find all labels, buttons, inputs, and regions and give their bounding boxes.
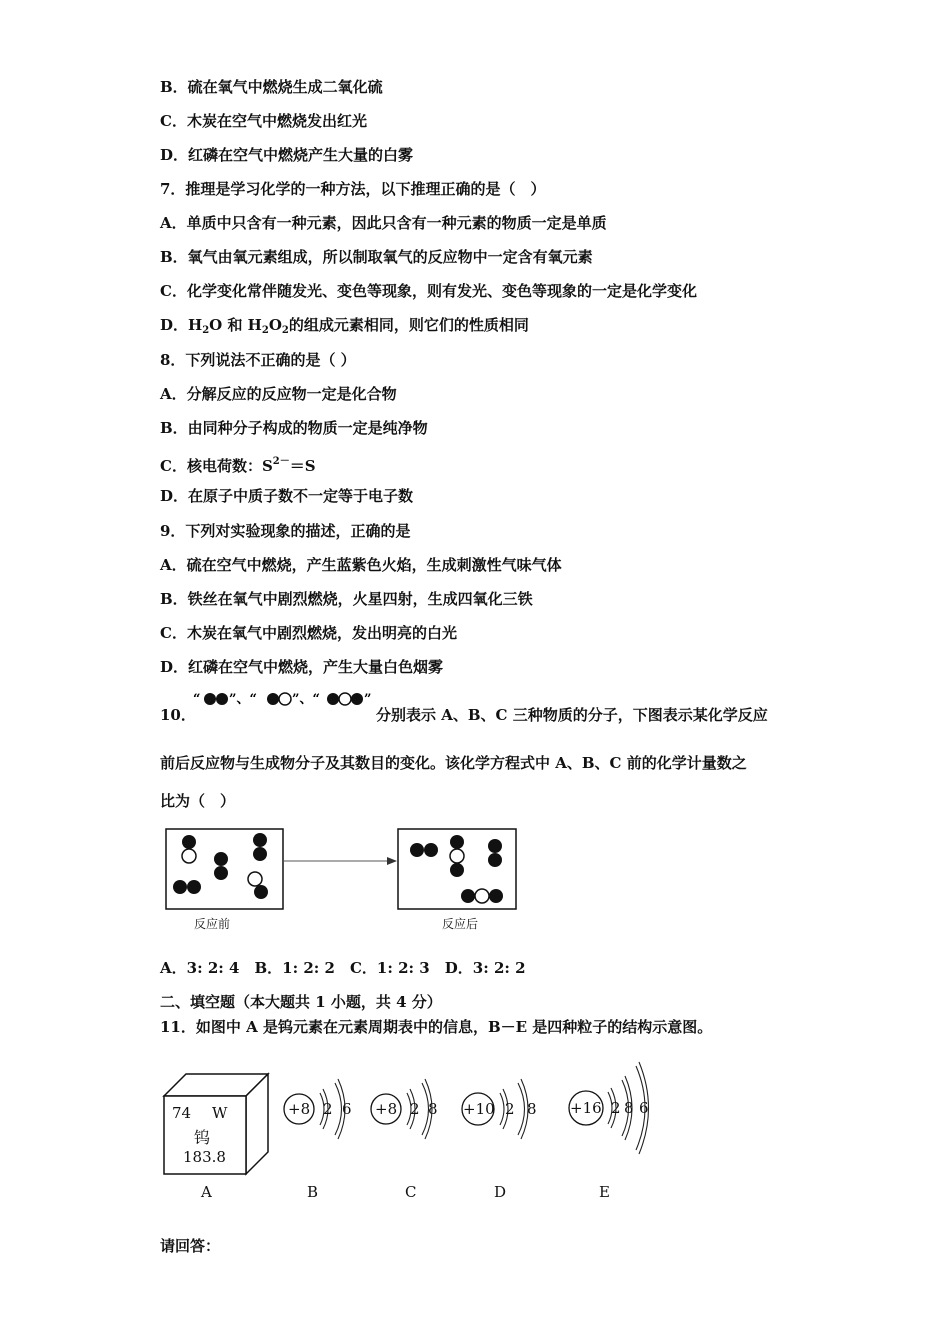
quote-separator: ”、“ bbox=[229, 692, 257, 707]
quote-mark: “ bbox=[193, 692, 201, 707]
particle-b-nucleus: +8 bbox=[288, 1100, 311, 1118]
atom-black bbox=[488, 839, 502, 853]
q8-option-a: A．分解反应的反应物一定是化合物 bbox=[160, 385, 397, 403]
q10-stem-part1: 分别表示 A、B、C 三种物质的分子，下图表示某化学反应 bbox=[376, 706, 768, 724]
atom-black bbox=[424, 843, 438, 857]
particle-e-shell-1: 2 bbox=[611, 1099, 621, 1117]
figure-label-c: C bbox=[405, 1183, 417, 1201]
figure-label-e: E bbox=[599, 1183, 610, 1201]
atom-white bbox=[248, 872, 262, 886]
q10-options: A．3: 2: 4 B．1: 2: 2 C．1: 2: 3 D．3: 2: 2 bbox=[160, 959, 526, 977]
molecule-a-atom bbox=[216, 693, 228, 705]
molecule-b-atom bbox=[267, 693, 279, 705]
q8-option-c: C．核电荷数：$S^{2-}=S$ bbox=[160, 456, 316, 475]
q9-stem: 9．下列对实验现象的描述，正确的是 bbox=[160, 522, 411, 540]
atom-black bbox=[410, 843, 424, 857]
q6-option-b: B．硫在氧气中燃烧生成二氧化硫 bbox=[160, 78, 383, 96]
element-name: 钨 bbox=[194, 1128, 211, 1147]
figure-label-a: A bbox=[201, 1183, 212, 1201]
atom-black bbox=[253, 833, 267, 847]
q8-option-b: B．由同种分子构成的物质一定是纯净物 bbox=[160, 419, 428, 437]
atom-white bbox=[475, 889, 489, 903]
atom-black bbox=[254, 885, 268, 899]
atom-black bbox=[253, 847, 267, 861]
q9-option-d: D．红磷在空气中燃烧，产生大量白色烟雾 bbox=[160, 658, 444, 676]
particle-c-shell-1: 2 bbox=[410, 1100, 420, 1118]
atomic-number: 74 bbox=[172, 1104, 192, 1122]
atom-black bbox=[489, 889, 503, 903]
atom-black bbox=[461, 889, 475, 903]
particle-e-nucleus: +16 bbox=[570, 1099, 602, 1117]
q9-option-c: C．木炭在氧气中剧烈燃烧，发出明亮的白光 bbox=[160, 624, 457, 642]
quote-separator: ”、“ bbox=[292, 692, 320, 707]
molecule-legend bbox=[193, 690, 375, 716]
q9-option-a: A．硫在空气中燃烧，产生蓝紫色火焰，生成刺激性气味气体 bbox=[160, 556, 562, 574]
particle-d-shell-1: 2 bbox=[505, 1100, 515, 1118]
answer-prompt: 请回答： bbox=[160, 1237, 221, 1255]
molecule-b-atom bbox=[279, 693, 291, 705]
electron-shell bbox=[335, 1083, 342, 1135]
particle-e-shell-3: 6 bbox=[639, 1099, 649, 1117]
q11-stem: 11．如图中 A 是钨元素在元素周期表中的信息，B－E 是四种粒子的结构示意图。 bbox=[160, 1018, 713, 1036]
atomic-mass: 183.8 bbox=[183, 1148, 226, 1166]
atom-black bbox=[450, 863, 464, 877]
q6-option-d: D．红磷在空气中燃烧产生大量的白雾 bbox=[160, 146, 414, 164]
q7-stem: 7．推理是学习化学的一种方法，以下推理正确的是（ ） bbox=[160, 180, 546, 198]
atom-black bbox=[488, 853, 502, 867]
arrow-head bbox=[387, 857, 397, 865]
electron-shell bbox=[518, 1083, 525, 1135]
particle-e-shell-2: 8 bbox=[624, 1099, 634, 1117]
q7-option-b: B．氧气由氧元素组成，所以制取氧气的反应物中一定含有氧元素 bbox=[160, 248, 593, 266]
particle-d-shell-2: 8 bbox=[527, 1100, 537, 1118]
atom-black bbox=[450, 835, 464, 849]
molecule-c-atom bbox=[351, 693, 363, 705]
atom-black bbox=[214, 852, 228, 866]
molecule-c-atom bbox=[339, 693, 351, 705]
atom-white bbox=[450, 849, 464, 863]
section-2-heading: 二、填空题（本大题共 1 小题，共 4 分） bbox=[160, 993, 442, 1011]
molecule-c-atom bbox=[327, 693, 339, 705]
atom-white bbox=[182, 849, 196, 863]
q10-number: 10． bbox=[160, 706, 196, 724]
after-label: 反应后 bbox=[442, 917, 479, 931]
q7-option-c: C．化学变化常伴随发光、变色等现象，则有发光、变色等现象的一定是化学变化 bbox=[160, 282, 697, 300]
atom-black bbox=[187, 880, 201, 894]
particle-c-shell-2: 8 bbox=[428, 1100, 438, 1118]
q7-option-a: A．单质中只含有一种元素，因此只含有一种元素的物质一定是单质 bbox=[160, 214, 607, 232]
electron-shell bbox=[500, 1093, 504, 1125]
particle-d-nucleus: +10 bbox=[463, 1100, 495, 1118]
q6-option-c: C．木炭在空气中燃烧发出红光 bbox=[160, 112, 367, 130]
q7-option-d: D．$H_2O$ 和 $H_2O_2$的组成元素相同，则它们的性质相同 bbox=[160, 316, 529, 336]
atom-black bbox=[173, 880, 187, 894]
element-symbol: W bbox=[212, 1104, 228, 1122]
q10-stem-part2: 前后反应物与生成物分子及其数目的变化。该化学方程式中 A、B、C 前的化学计量数之 bbox=[160, 754, 747, 772]
particle-c-nucleus: +8 bbox=[375, 1100, 398, 1118]
atom-black bbox=[214, 866, 228, 880]
figure-label-d: D bbox=[494, 1183, 507, 1201]
q8-stem: 8．下列说法不正确的是（ ） bbox=[160, 351, 356, 369]
atom-black bbox=[182, 835, 196, 849]
q8-option-d: D．在原子中质子数不一定等于电子数 bbox=[160, 487, 414, 505]
molecule-a-atom bbox=[204, 693, 216, 705]
particle-b-shell-1: 2 bbox=[323, 1100, 333, 1118]
quote-mark: ” bbox=[364, 692, 372, 707]
figure-label-b: B bbox=[307, 1183, 319, 1201]
particle-b-shell-2: 6 bbox=[342, 1100, 352, 1118]
q9-option-b: B．铁丝在氧气中剧烈燃烧，火星四射，生成四氧化三铁 bbox=[160, 590, 533, 608]
q10-stem-part3: 比为（ ） bbox=[160, 792, 236, 810]
reaction-diagram bbox=[160, 825, 530, 919]
before-label: 反应前 bbox=[194, 917, 231, 931]
